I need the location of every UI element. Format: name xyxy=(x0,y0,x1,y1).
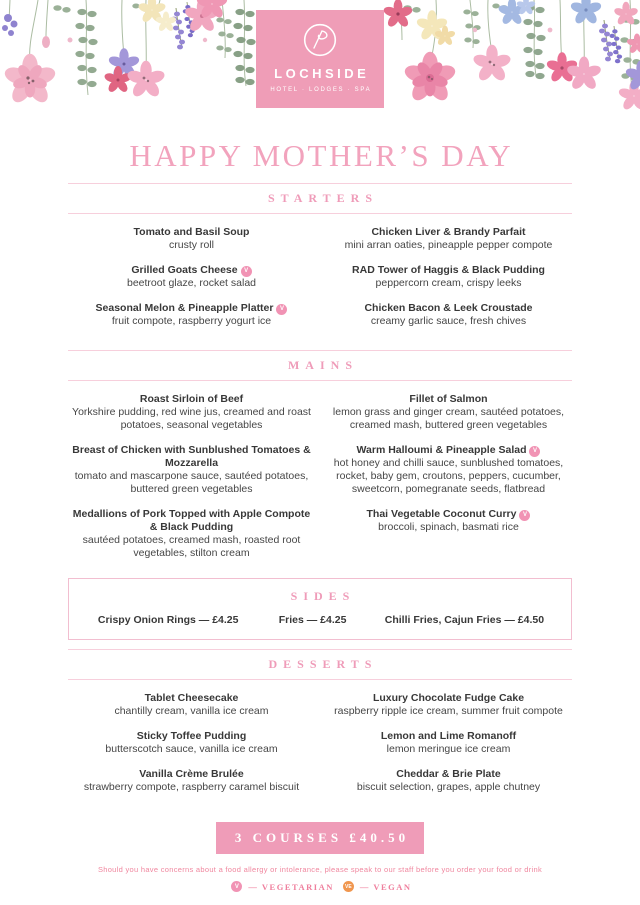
menu-item xyxy=(325,264,572,290)
page-title: HAPPY MOTHER’S DAY xyxy=(129,138,514,173)
menu-item xyxy=(325,444,572,496)
menu-item xyxy=(68,508,315,560)
menu-item xyxy=(325,393,572,432)
menu-item-description: tomato and mascarpone sauce, sautéed potatoes, buttered green vegetables xyxy=(74,470,309,495)
menu-item-name: Warm Halloumi & Pineapple Salad V xyxy=(325,444,572,457)
vegetarian-icon: V xyxy=(529,446,540,457)
menu-item xyxy=(325,768,572,794)
mains-grid xyxy=(68,381,572,572)
menu-item-description: chantilly cream, vanilla ice cream xyxy=(114,705,269,717)
menu-item-description: beetroot glaze, rocket salad xyxy=(127,277,256,289)
menu-item-description: hot honey and chilli sauce, sunblushed tomatoes, rocket, baby gem, croutons, peppers, cucumber, sweetcorn, pomegranate seeds, flatbread xyxy=(333,457,564,495)
vegetarian-icon: V xyxy=(276,304,287,315)
menu-item xyxy=(325,226,572,252)
vegetarian-icon: V xyxy=(231,881,242,892)
starters-left-column xyxy=(68,226,315,328)
side-item: Fries — £4.25 xyxy=(278,614,347,626)
allergy-notice: Should you have concerns about a food allergy or intolerance, please speak to our staff before you order your food or drink xyxy=(97,865,543,874)
desserts-right-column xyxy=(325,692,572,794)
mains-left-column xyxy=(68,393,315,560)
brand-tagline: HOTEL · LODGES · SPA xyxy=(270,87,372,93)
menu-item-description: raspberry ripple ice cream, summer fruit compote xyxy=(334,705,563,717)
menu-item-description: Yorkshire pudding, red wine jus, creamed and roast potatoes, seasonal vegetables xyxy=(72,406,311,431)
menu-item-name: Grilled Goats Cheese V xyxy=(68,264,315,277)
menu-item-description: lemon meringue ice cream xyxy=(386,743,511,755)
menu-item-name: Thai Vegetable Coconut Curry V xyxy=(325,508,572,521)
menu-item-name: Medallions of Pork Topped with Apple Compote & Black Pudding xyxy=(72,508,311,533)
menu-item xyxy=(325,730,572,756)
menu-item-description: mini arran oaties, pineapple pepper compote xyxy=(344,239,553,251)
menu-item xyxy=(68,730,315,756)
menu-item-name: Breast of Chicken with Sunblushed Tomatoes & Mozzarella xyxy=(72,444,311,469)
offer-banner: 3 COURSES £40.50 xyxy=(216,822,424,854)
menu-item xyxy=(68,302,315,328)
side-item: Chilli Fries, Cajun Fries — £4.50 xyxy=(384,614,545,626)
menu-item-description: fruit compote, raspberry yogurt ice xyxy=(111,315,272,327)
menu-item-name: Tablet Cheesecake xyxy=(144,692,239,704)
vegetarian-label: — VEGETARIAN xyxy=(248,881,334,892)
menu-content xyxy=(68,183,572,892)
vegan-label: — VEGAN xyxy=(359,881,412,892)
menu-item xyxy=(68,393,315,432)
menu-item xyxy=(68,692,315,718)
mains-right-column xyxy=(325,393,572,560)
lochside-logo-icon xyxy=(303,23,337,57)
menu-item xyxy=(325,692,572,718)
section-header-starters: STARTERS xyxy=(68,183,572,214)
menu-item-description: lemon grass and ginger cream, sautéed potatoes, creamed mash, buttered green vegetables xyxy=(332,406,565,431)
starters-right-column xyxy=(325,226,572,328)
menu-item-name: Chicken Liver & Brandy Parfait xyxy=(371,226,526,238)
starters-grid xyxy=(68,214,572,340)
menu-item-description: biscuit selection, grapes, apple chutney xyxy=(356,781,541,793)
brand-name: LOCHSIDE xyxy=(274,66,370,81)
section-header-desserts: DESSERTS xyxy=(68,649,572,680)
menu-item-description: strawberry compote, raspberry caramel biscuit xyxy=(83,781,300,793)
vegetarian-icon: V xyxy=(241,266,252,277)
sides-row xyxy=(83,614,557,626)
menu-item-name: Luxury Chocolate Fudge Cake xyxy=(372,692,525,704)
menu-item-name: Seasonal Melon & Pineapple Platter V xyxy=(68,302,315,315)
menu-item-description: butterscotch sauce, vanilla ice cream xyxy=(105,743,278,755)
desserts-grid xyxy=(68,680,572,806)
section-header-sides: SIDES xyxy=(290,589,356,603)
menu-item-name: Sticky Toffee Pudding xyxy=(136,730,247,742)
menu-item xyxy=(68,444,315,496)
menu-item-description: peppercorn cream, crispy leeks xyxy=(375,277,522,289)
menu-item-description: creamy garlic sauce, fresh chives xyxy=(370,315,527,327)
menu-item-description: crusty roll xyxy=(169,239,214,251)
menu-item-name: Tomato and Basil Soup xyxy=(133,226,250,238)
menu-item-description: sautéed potatoes, creamed mash, roasted root vegetables, stilton cream xyxy=(82,534,301,559)
vegan-icon: VE xyxy=(343,881,354,892)
menu-item-name: RAD Tower of Haggis & Black Pudding xyxy=(352,264,545,276)
desserts-left-column xyxy=(68,692,315,794)
dietary-legend xyxy=(68,881,572,892)
menu-item xyxy=(325,508,572,534)
menu-item xyxy=(68,768,315,794)
sides-panel xyxy=(68,578,572,640)
menu-item-name: Lemon and Lime Romanoff xyxy=(380,730,517,742)
menu-item xyxy=(68,226,315,252)
menu-item-name: Vanilla Crème Brulée xyxy=(139,768,244,780)
side-item: Crispy Onion Rings — £4.25 xyxy=(97,614,239,626)
menu-item-name: Cheddar & Brie Plate xyxy=(396,768,501,780)
menu-item-name: Chicken Bacon & Leek Croustade xyxy=(364,302,533,314)
section-header-mains: MAINS xyxy=(68,350,572,381)
brand-panel xyxy=(256,10,384,108)
floral-header xyxy=(0,0,640,118)
menu-item-name: Roast Sirloin of Beef xyxy=(139,393,244,405)
menu-item-description: broccoli, spinach, basmati rice xyxy=(378,521,519,533)
menu-item xyxy=(68,264,315,290)
menu-item xyxy=(325,302,572,328)
menu-item-name: Fillet of Salmon xyxy=(409,393,488,405)
vegetarian-icon: V xyxy=(519,510,530,521)
